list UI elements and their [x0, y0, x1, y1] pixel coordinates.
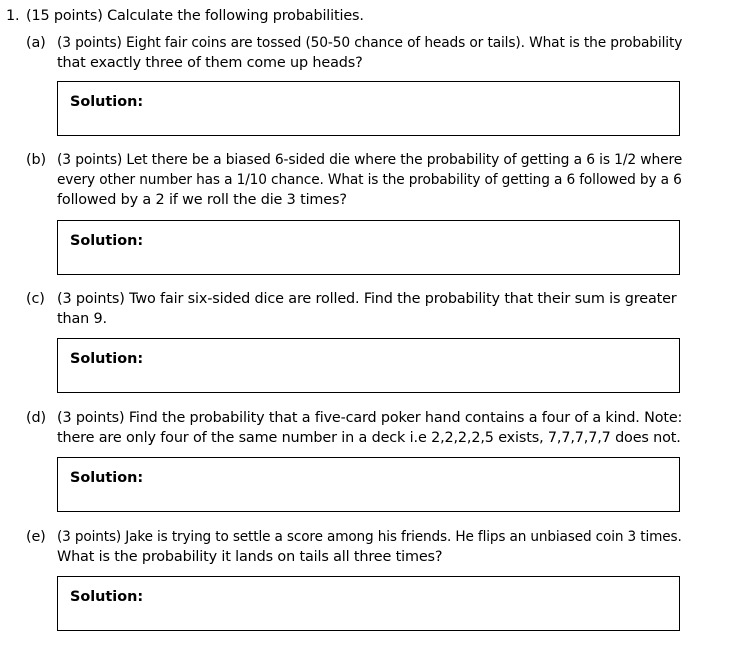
- solution-label: Solution:: [70, 351, 144, 367]
- question-line: followed by a 2 if we roll the die 3 times?: [57, 192, 347, 208]
- solution-box[interactable]: [57, 81, 680, 136]
- question-line: (3 points) Find the probability that a five-card poker hand contains a four of a kind. Note:: [57, 410, 683, 426]
- part-label: (e): [26, 529, 46, 545]
- solution-label: Solution:: [70, 94, 144, 110]
- question-line: that exactly three of them come up heads?: [57, 55, 363, 71]
- question-line: (3 points) Jake is trying to settle a score among his friends. He flips an unbiased coin 3 times.: [57, 529, 682, 545]
- question-line: every other number has a 1/10 chance. What is the probability of getting a 6 followed by a 6: [57, 172, 682, 188]
- part-label: (a): [26, 35, 46, 51]
- part-label: (b): [26, 152, 46, 168]
- solution-label: Solution:: [70, 589, 144, 605]
- question-line: (3 points) Let there be a biased 6-sided die where the probability of getting a 6 is 1/2 where: [57, 152, 683, 168]
- solution-label: Solution:: [70, 233, 144, 249]
- question-line: What is the probability it lands on tails all three times?: [57, 549, 443, 565]
- question-line: than 9.: [57, 311, 107, 327]
- question-line: there are only four of the same number in a deck i.e 2,2,2,2,5 exists, 7,7,7,7,7 does not.: [57, 430, 681, 446]
- problem-number: 1.: [6, 8, 20, 24]
- question-line: (3 points) Two fair six-sided dice are rolled. Find the probability that their sum is greater: [57, 291, 677, 307]
- solution-box[interactable]: [57, 338, 680, 393]
- solution-box[interactable]: [57, 457, 680, 512]
- question-line: (3 points) Eight fair coins are tossed (50-50 chance of heads or tails). What is the probability: [57, 35, 683, 51]
- solution-box[interactable]: [57, 576, 680, 631]
- part-label: (c): [26, 291, 45, 307]
- part-label: (d): [26, 410, 46, 426]
- solution-box[interactable]: [57, 220, 680, 275]
- solution-label: Solution:: [70, 470, 144, 486]
- problem-heading: (15 points) Calculate the following probabilities.: [26, 8, 364, 24]
